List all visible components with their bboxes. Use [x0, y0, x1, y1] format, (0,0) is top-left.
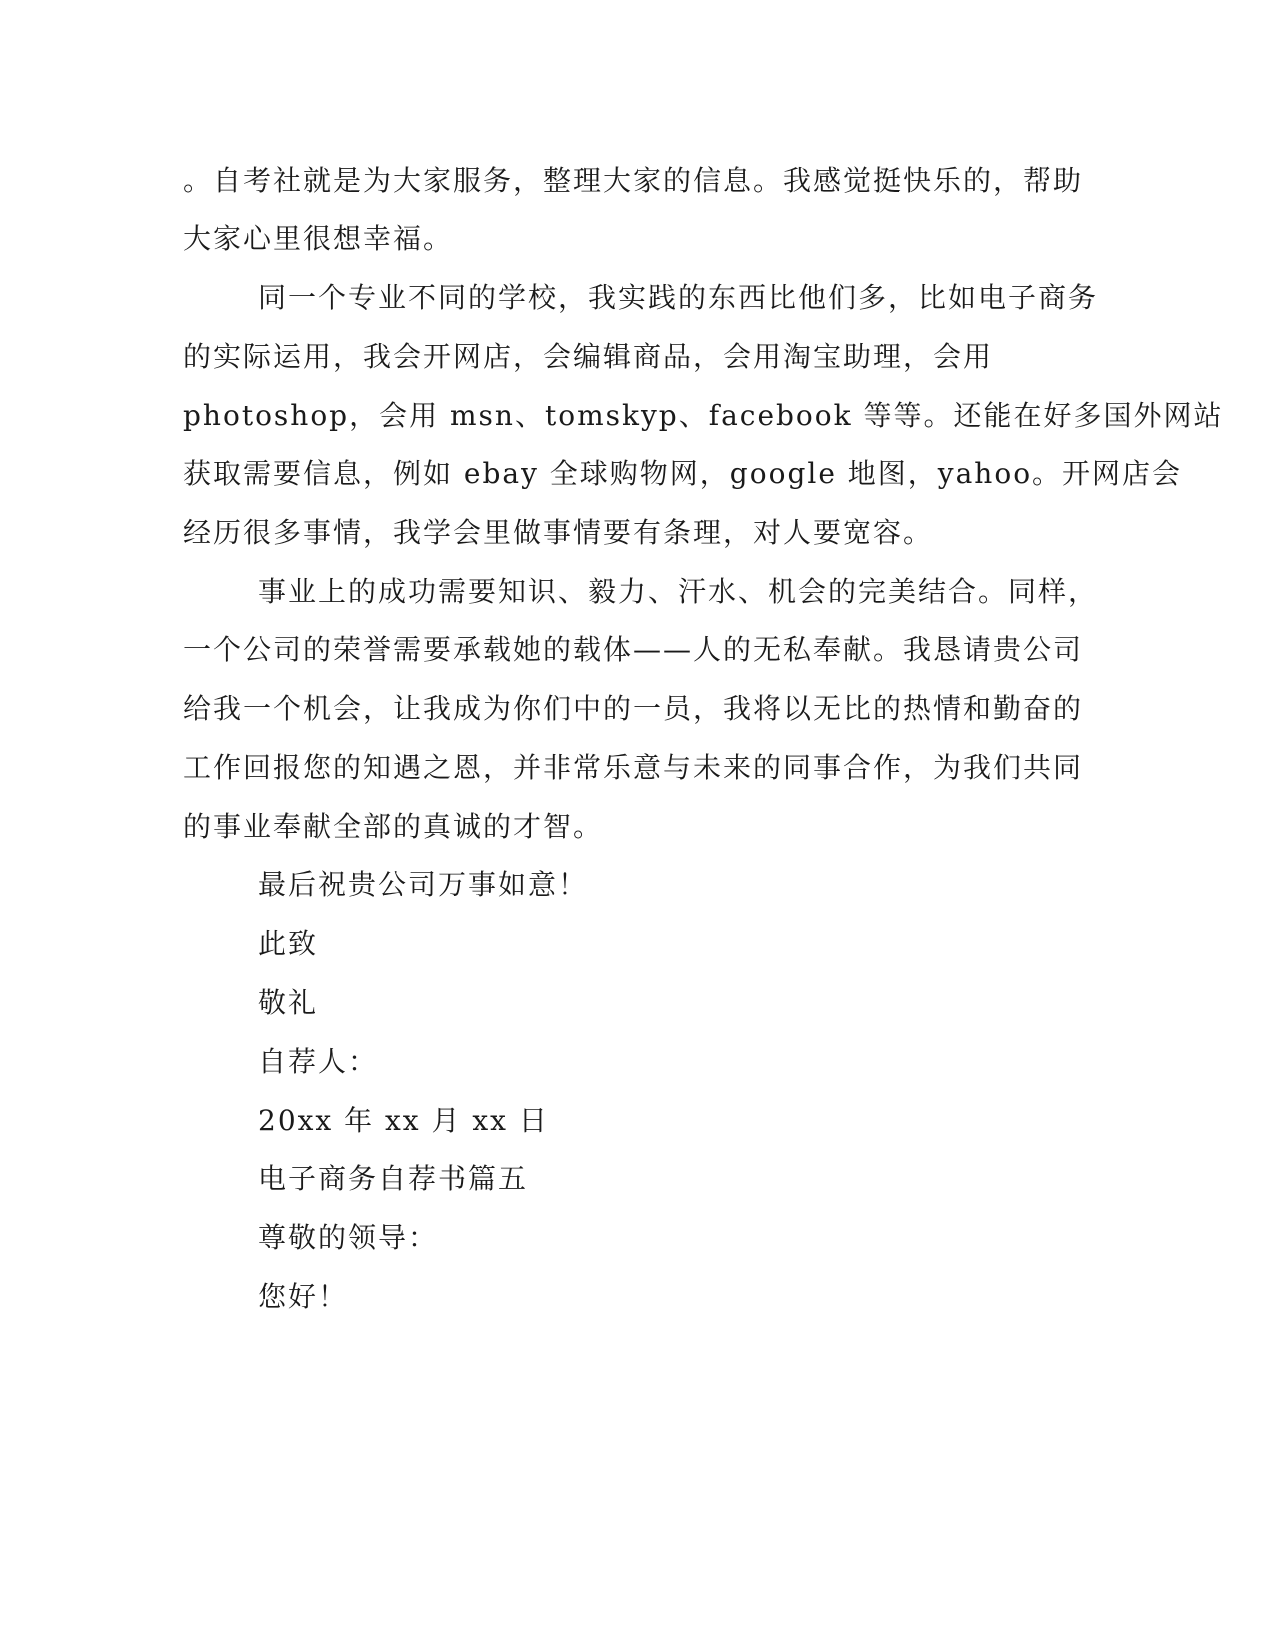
paragraph-line: 的事业奉献全部的真诚的才智。 — [183, 810, 604, 843]
paragraph-line: 。自考社就是为大家服务，整理大家的信息。我感觉挺快乐的，帮助 — [183, 164, 1084, 197]
date-line: 20xx 年 xx 月 xx 日 — [258, 1104, 549, 1137]
paragraph-line: 经历很多事情，我学会里做事情要有条理，对人要宽容。 — [183, 516, 934, 549]
greeting-hello: 您好！ — [258, 1280, 349, 1313]
section-title: 电子商务自荐书篇五 — [258, 1162, 529, 1195]
salutation-jingli: 敬礼 — [258, 986, 319, 1019]
signature-label: 自荐人： — [258, 1045, 379, 1078]
paragraph-line: 获取需要信息，例如 ebay 全球购物网，google 地图，yahoo。开网店会 — [183, 457, 1183, 490]
paragraph-line: 工作回报您的知遇之恩，并非常乐意与未来的同事合作，为我们共同 — [183, 751, 1084, 784]
paragraph-line: 一个公司的荣誉需要承载她的载体——人的无私奉献。我恳请贵公司 — [183, 633, 1084, 666]
paragraph-line: 的实际运用，我会开网店，会编辑商品，会用淘宝助理，会用 — [183, 340, 994, 373]
paragraph-line: 同一个专业不同的学校，我实践的东西比他们多，比如电子商务 — [258, 281, 1099, 314]
paragraph-line: 事业上的成功需要知识、毅力、汗水、机会的完美结合。同样， — [258, 575, 1099, 608]
paragraph-line: photoshop，会用 msn、tomskyp、facebook 等等。还能在好多国外网站 — [183, 399, 1224, 432]
paragraph-line: 大家心里很想幸福。 — [183, 222, 454, 255]
closing-wish: 最后祝贵公司万事如意！ — [258, 868, 589, 901]
greeting-recipient: 尊敬的领导： — [258, 1221, 439, 1254]
paragraph-line: 给我一个机会，让我成为你们中的一员，我将以无比的热情和勤奋的 — [183, 692, 1084, 725]
salutation-cizhi: 此致 — [258, 927, 319, 960]
